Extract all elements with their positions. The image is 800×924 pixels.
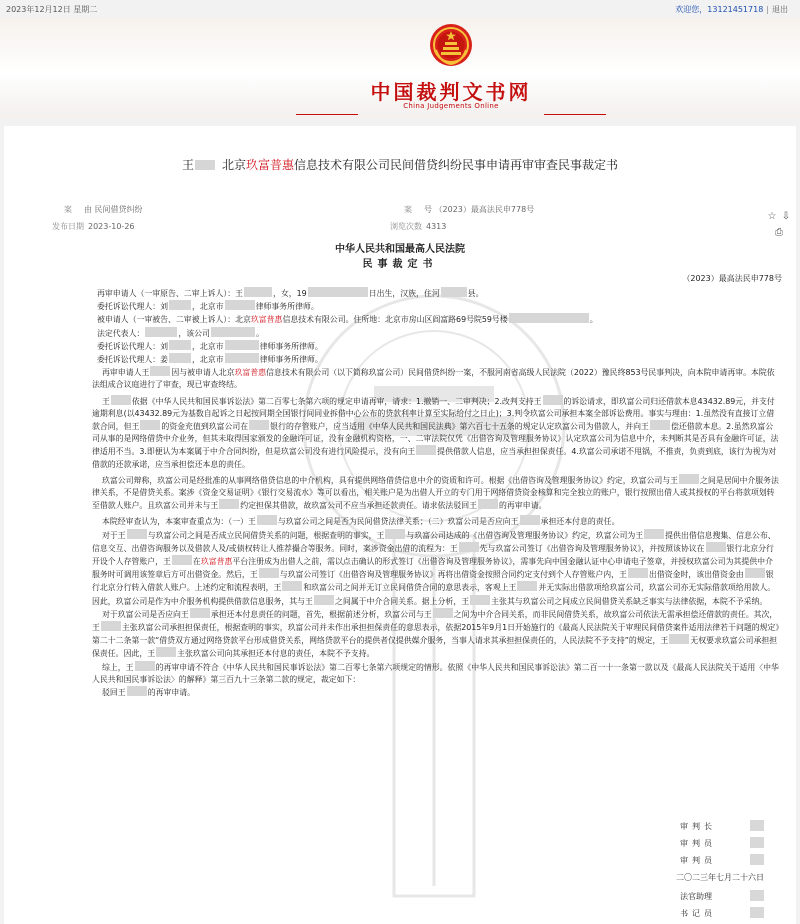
publish-label: 发布日期	[52, 222, 84, 231]
paragraph-applicant-agent: 委托诉讼代理人：刘 ，北京市 律师事务所律师。	[97, 302, 319, 312]
document-kind: 民事裁定书	[362, 259, 438, 270]
case-number: （2023）最高法民申778号	[682, 274, 782, 283]
views-value: 4313	[426, 222, 447, 231]
paragraph-conclusion: 综上，王 的再审申请不符合《中华人民共和国民事诉讼法》第二百零七条第六项规定的情形。依照《中华人民共和国民事诉讼法》第二百一十一条第一款以及《最高人民法院关于适用〈中华人民共和国民事诉讼法〉的解释》第三百九十三条第二款的规定，裁定如下：	[92, 662, 779, 684]
title-divider-right	[544, 114, 606, 115]
paragraph-respondent-agent-2: 委托诉讼代理人：姜 ，北京市 律师事务所律师。	[97, 355, 323, 365]
publish-value: 2023-10-26	[88, 222, 135, 231]
title-divider-left	[296, 114, 358, 115]
logout-link[interactable]: 退出	[772, 5, 788, 14]
title-prefix: 王	[181, 158, 194, 172]
site-subtitle: China Judgements Online	[403, 102, 499, 110]
collect-icon[interactable]: ☆	[767, 211, 777, 222]
views-label: 浏览次数	[390, 222, 422, 231]
signature-date: 二〇二三年七月二十六日	[676, 873, 764, 882]
paragraph-analysis-relationship: 对于王 与玖富公司之间是否成立民间借贷关系的问题，根据查明的事实，王 与玖富公司达成的《出借咨询及管理服务协议》约定，玖富公司为王 提供出借信息搜集、信息公布、信息交互、出借咨询服务以及借款人及/或债权转让人推荐撮合等服务。同时，案涉资金出借的流程为：王 先与玖富公司签订《出借咨询及管理服务协议》，并按照该协议在 银行北京分行开设个人存管账户，王 在玖富普惠平台注册成为出借人之前，需以点击确认的形式签订《出借咨询及管理服务协议》，需事先向中国金融认证中心申请电子签章，并授权玖富公司为其提供中介服务时可调用该签章后方可出借资金。然后，王 与玖富公司签订《出借咨询及管理服务协议》再将出借资金按照合同约定支付到个人存管账户内，王 出借资金时，该出借资金由 银行北京分行转入借款人账户。上述约定和流程表明，王 和玖富公司之间并无订立民间借贷合同的意思表示，客观上王 并无实际出借款项给玖富公司，玖富公司亦无实际借款项给用款人。因此，玖富公司是作为中介服务机构提供借款信息服务，其与王 之间属于中介合同关系。据上分析，王 主张其与玖富公司之间成立民间借贷关系缺乏事实与法律依据，本院不予采纳。	[92, 530, 776, 606]
separator: |	[766, 5, 769, 14]
title-rest: 信息技术有限公司民间借贷纠纷民事申请再审审查民事裁定书	[294, 158, 619, 172]
document-title	[4, 156, 796, 173]
meta-case-number	[404, 204, 534, 215]
paragraph-respondent-defense: 玖富公司辩称，玖富公司是经批准的从事网络借贷信息的中介机构，具有提供网络借贷信息中介的资质和许可。根据《出借咨询及管理服务协议》约定，玖富公司与王 之间是居间中介服务法律关系，不是借贷关系。案涉《资金交易证明》《银行交易流水》等可以看出，相关账户是为出借人开立的专门用于网络借贷资金核算和完全独立的账户，银行按照出借人或其授权的平台将款项划转至借款人账户。且玖富公司并未与王 约定担保其借款，故玖富公司不应当承担还款责任。请求依法驳回王 的再审申请。	[92, 475, 779, 511]
site-title[interactable]: 中国裁判文书网	[370, 80, 532, 104]
number-value: 号 （2023）最高法民申778号	[424, 205, 535, 214]
top-bar	[0, 0, 800, 18]
signature-presiding: 审判长	[680, 820, 764, 832]
cause-label: 案	[64, 205, 72, 214]
meta-cause	[64, 204, 143, 215]
title-company-highlight: 玖富普惠	[246, 158, 295, 172]
paragraph-case-intro: 再审申请人王 因与被申请人北京玖富普惠信息技术有限公司（以下简称玖富公司）民间借贷纠纷一案，不服河南省高级人民法院（2022）豫民终853号民事判决，向本院申请再审。本院依法组成合议庭进行了审查，现已审查终结。	[92, 368, 775, 390]
redacted-name	[195, 160, 215, 170]
site-header	[0, 18, 800, 118]
paragraph-applicant: 再审申请人（一审原告、二审上诉人）：王 ，女，19 日出生，汉族，住河 县。	[97, 289, 484, 298]
paragraph-issues: 本院经审查认为，本案审查重点为：（一）王 与玖富公司之间是否为民间借贷法律关系；（二）玖富公司是否应向王 承担还本付息的责任。	[102, 517, 620, 527]
meta-views	[390, 221, 446, 232]
paragraph-respondent-agent-1: 委托诉讼代理人：刘 ，北京市 律师事务所律师。	[97, 341, 323, 351]
user-area	[675, 4, 788, 15]
signature-judge-2: 审判员	[680, 854, 764, 866]
download-icon[interactable]: ⇩	[781, 211, 791, 222]
print-icon[interactable]: ⎙	[775, 227, 783, 238]
user-account-link[interactable]: 13121451718	[707, 5, 764, 14]
court-name: 中华人民共和国最高人民法院	[335, 244, 465, 255]
title-company-pre: 北京	[221, 158, 246, 172]
signature-clerk: 书记员	[680, 907, 764, 919]
paragraph-respondent: 被申请人（一审被告、二审被上诉人）：北京玖富普惠信息技术有限公司。住所地：北京市房山区阎富路69号院59号楼 。	[97, 315, 598, 325]
paragraph-applicant-claims: 王 依据《中华人民共和国民事诉讼法》第二百零七条第六项的规定申请再审，请求：1.撤销一、二审判决；2.改判支持王 的诉讼请求，即玖富公司归还借款本息43432.89元，并支付逾期利息(以43432.89元为基数自起诉之日起按同期全国银行间同业拆借中心公布的贷款利率计算至实际给付之日止)；3.判令玖富公司承担本案全部诉讼费用。事实与理由：1.虽然没有直接订立借款合同，但王 的资金充值到玖富公司在 银行的存管账户，应当适用《中华人民共和国民法典》第六百七十五条的规定认定玖富公司为借款人，并向王 偿还借款本息。2.虽然玖富公司从事的是网络借贷中介业务，但其未取得国家颁发的金融许可证，没有金融机构资格，一、二审法院仅凭《出借咨询及管理服务协议》认定玖富公司为信息中介，未判断其是否具有金融许可证，法律适用不当。3.即便认为本案属于中介合同纠纷，但是玖富公司没有进行风险提示，没有向王 提供借款人信息，应当承担担保责任。4.玖富公司承诺不甩锅，不推责，负责到底，该行为视为对借款的还款承诺，应当承担偿还本息的责任。	[92, 396, 779, 469]
document-body	[92, 287, 780, 699]
paragraph-analysis-liability: 对于玖富公司是否应向王 承担还本付息责任的问题，首先，根据前述分析，玖富公司与王 之间为中介合同关系，而非民间借贷关系，故玖富公司依法无需承担偿还借款的责任。其次，王 主张玖富公司承担担保责任，根据查明的事实，玖富公司并未作出承担担保责任的意思表示，依据2015年9月1日开始施行的《最高人民法院关于审理民间借贷案件适用法律若干问题的规定》第二十二条第一款“借贷双方通过网络贷款平台形成借贷关系，网络贷款平台的提供者仅提供媒介服务，当事人请求其承担担保责任的，人民法院不予支持”的规定，王 无权要求玖富公司承担担保责任。因此，王 主张玖富公司向其承担还本付息的责任，本院不予支持。	[92, 609, 780, 659]
document-panel	[4, 126, 796, 924]
cause-value: 由 民间借贷纠纷	[84, 205, 143, 214]
welcome-text: 欢迎您，	[675, 5, 708, 14]
paragraph-legal-rep: 法定代表人： ，该公司 。	[97, 328, 264, 338]
signature-judge-1: 审判员	[680, 837, 764, 849]
signature-assistant: 法官助理	[680, 890, 764, 902]
paragraph-ruling: 驳回王 的再审申请。	[102, 688, 196, 698]
current-date: 2023年12月12日 星期二	[6, 5, 98, 14]
number-label: 案	[404, 205, 412, 214]
meta-publish-date	[52, 221, 135, 232]
court-emblem-icon[interactable]	[428, 22, 474, 68]
